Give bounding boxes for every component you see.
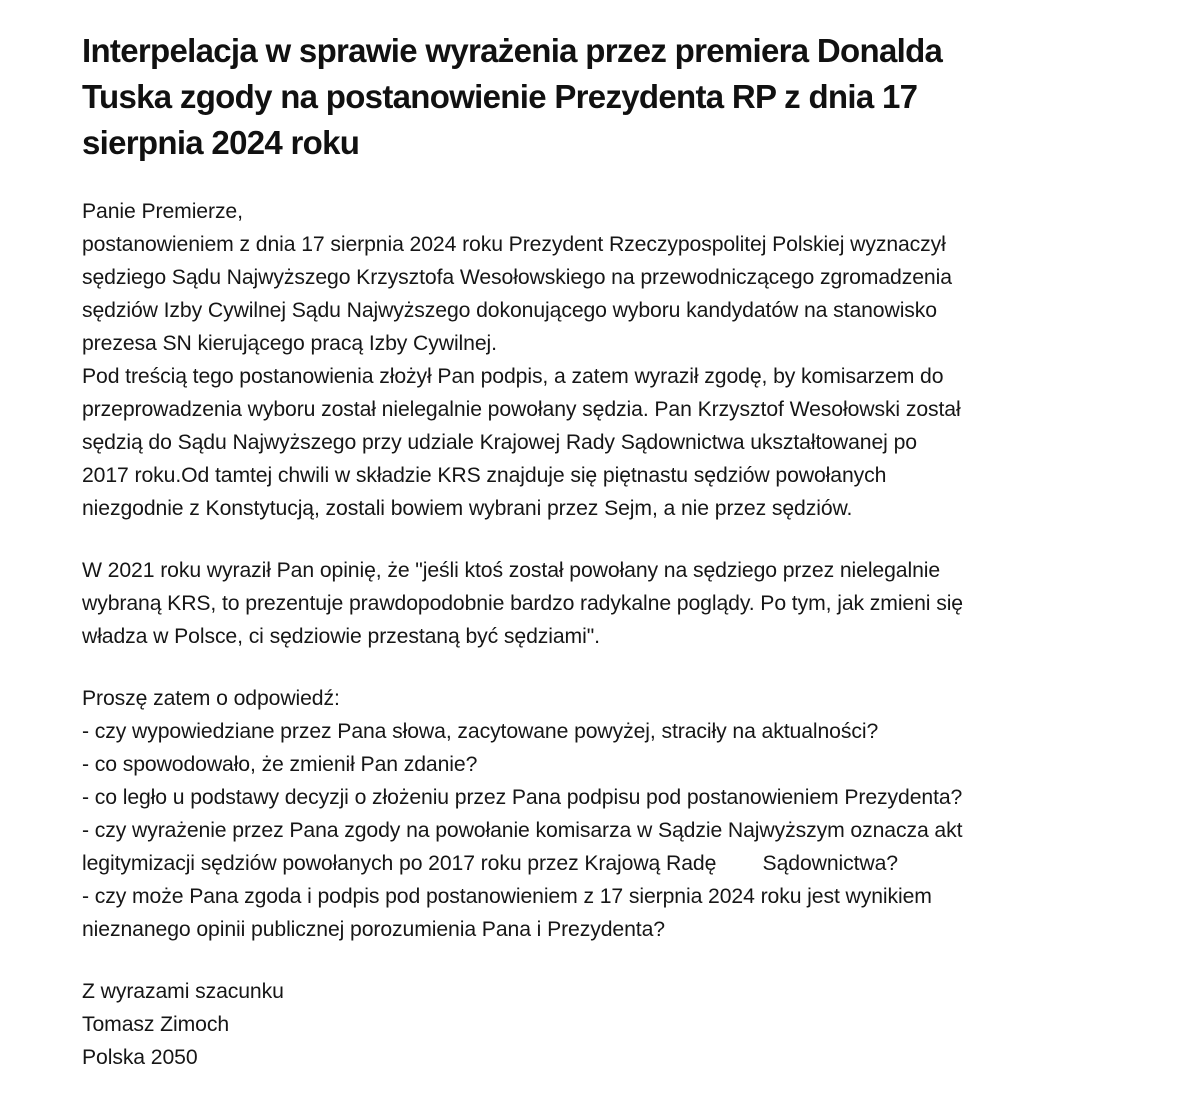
question-line: - czy wypowiedziane przez Pana słowa, zacytowane powyżej, straciły na aktualności? (82, 720, 879, 743)
question-line: - co legło u podstawy decyzji o złożeniu przez Pana podpisu pod postanowieniem Prezydenta? (82, 786, 963, 809)
paragraph-line: W 2021 roku wyraził Pan opinię, że "jeśli ktoś został powołany na sędziego przez nielegalnie (82, 559, 941, 582)
questions-intro: Proszę zatem o odpowiedź: (82, 687, 340, 710)
paragraph-line: postanowieniem z dnia 17 sierpnia 2024 roku Prezydent Rzeczypospolitej Polskiej wyznaczył (82, 233, 946, 256)
signature-name: Tomasz Zimoch (82, 1013, 230, 1036)
title-line: sierpnia 2024 roku (82, 124, 360, 161)
paragraph-line: niezgodnie z Konstytucją, zostali bowiem wybrani przez Sejm, a nie przez sędziów. (82, 497, 853, 520)
question-line: legitymizacji sędziów powołanych po 2017 roku przez Krajową Radę Sądownictwa? (82, 852, 898, 875)
question-line: - czy może Pana zgoda i podpis pod postanowieniem z 17 sierpnia 2024 roku jest wynikiem (82, 885, 932, 908)
paragraph-line: sędziów Izby Cywilnej Sądu Najwyższego dokonującego wyboru kandydatów na stanowisko (82, 299, 937, 322)
paragraph-line: władza w Polsce, ci sędziowie przestaną być sędziami". (82, 625, 600, 648)
paragraph-spacer (82, 946, 1162, 975)
questions-section (82, 682, 1162, 946)
question-line: - co spowodowało, że zmienił Pan zdanie? (82, 753, 478, 776)
question-line: nieznanego opinii publicznej porozumienia Pana i Prezydenta? (82, 918, 665, 941)
salutation: Panie Premierze, (82, 200, 243, 223)
paragraph-1 (82, 228, 1162, 360)
paragraph-line: 2017 roku.Od tamtej chwili w składzie KRS znajduje się piętnastu sędziów powołanych (82, 464, 887, 487)
paragraph-3 (82, 554, 1162, 653)
paragraph-line: przeprowadzenia wyboru został nielegalnie powołany sędzia. Pan Krzysztof Wesołowski został (82, 398, 961, 421)
document-page (82, 28, 1162, 1074)
document-body (82, 195, 1162, 1074)
title-line: Interpelacja w sprawie wyrażenia przez premiera Donalda (82, 32, 943, 69)
paragraph-line: prezesa SN kierującego pracą Izby Cywilnej. (82, 332, 497, 355)
paragraph-spacer (82, 653, 1162, 682)
paragraph-line: wybraną KRS, to prezentuje prawdopodobnie bardzo radykalne poglądy. Po tym, jak zmieni się (82, 592, 963, 615)
question-line: - czy wyrażenie przez Pana zgody na powołanie komisarza w Sądzie Najwyższym oznacza akt (82, 819, 963, 842)
closing-text: Z wyrazami szacunku (82, 980, 284, 1003)
signature-block (82, 975, 1162, 1074)
signature-party: Polska 2050 (82, 1046, 198, 1069)
paragraph-spacer (82, 525, 1162, 554)
paragraph-line: Pod treścią tego postanowienia złożył Pan podpis, a zatem wyraził zgodę, by komisarzem do (82, 365, 944, 388)
title-line: Tuska zgody na postanowienie Prezydenta RP z dnia 17 (82, 78, 918, 115)
paragraph-line: sędziego Sądu Najwyższego Krzysztofa Wesołowskiego na przewodniczącego zgromadzenia (82, 266, 952, 289)
paragraph-line: sędzią do Sądu Najwyższego przy udziale Krajowej Rady Sądownictwa ukształtowanej po (82, 431, 917, 454)
document-title (82, 28, 1162, 166)
paragraph-2 (82, 360, 1162, 525)
